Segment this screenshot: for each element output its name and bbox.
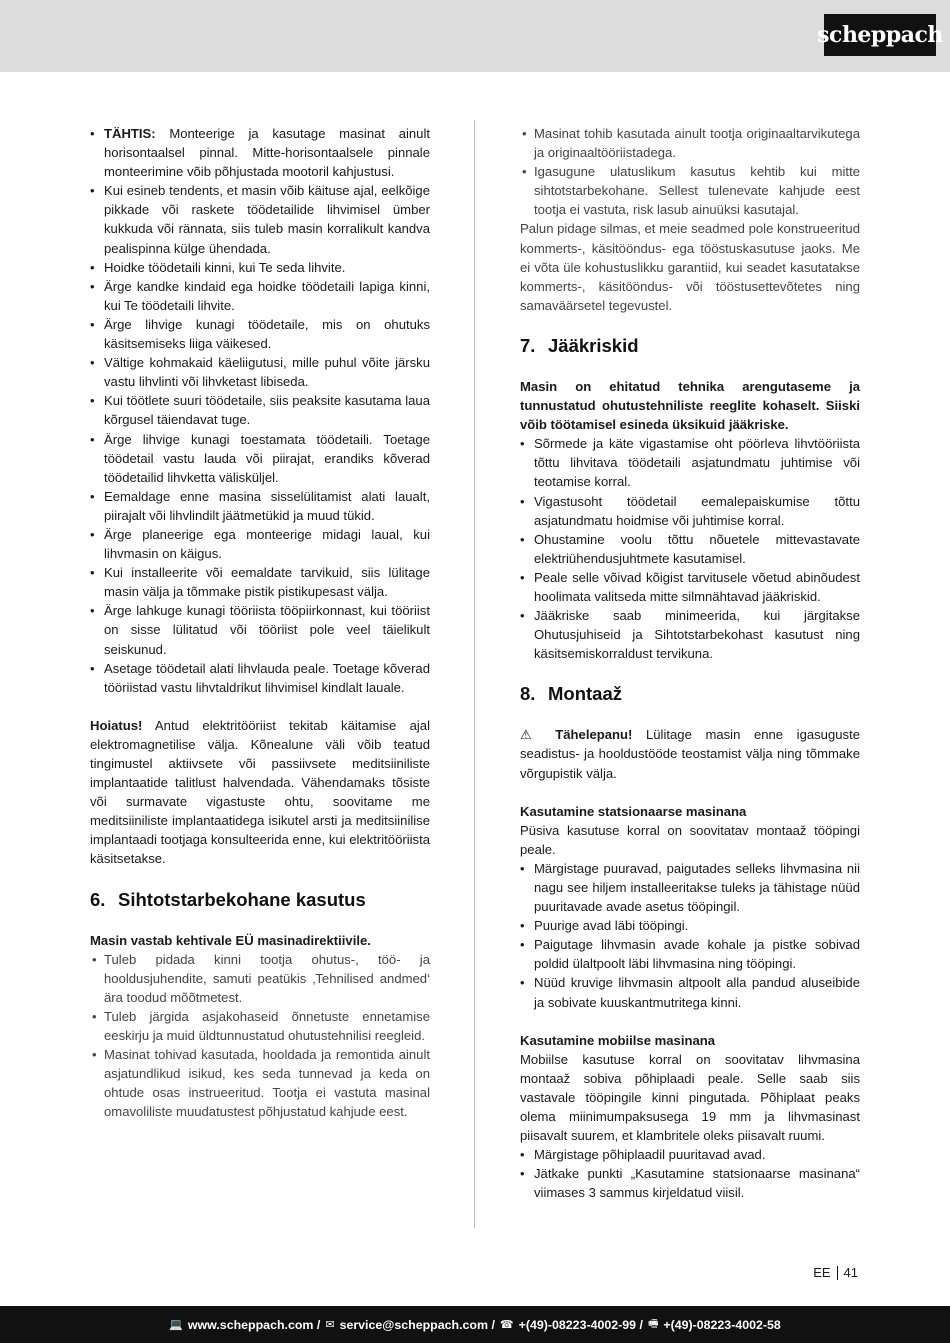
list-item: • Peale selle võivad kõigist tarvitusele võetud abinõudest hoolimata valitseda mitte silmnähtavad jääkriskid.	[520, 568, 860, 606]
list-item: • Vigastusoht töödetail eemalepaiskumise tõttu asjatundmatu hoidmise või juhtimise korral.	[520, 492, 860, 530]
list-item: • Ohustamine voolu tõttu nõuetele mittevastavate elektriühendusjuhtmete kasutamisel.	[520, 530, 860, 568]
list-item: • Sõrmede ja käte vigastamise oht pöörleva lihvtööriista tõttu lihvitava töödetaili asjatundmatu juhtimise või teotamise korral.	[520, 434, 860, 491]
list-item: • Masinat tohivad kasutada, hooldada ja remontida ainult asjatundlikud isikud, kes seda tunnevad ja keda on ohtude osas instrueeritud. Tootja ei vastuta masinal omavoliliste muudatustest põhjustatud kahjude eest.	[90, 1045, 430, 1121]
list-item: • Kui installeerite või eemaldate tarvikuid, siis lülitage masin välja ja tõmmake pistik pistikupesast välja.	[90, 563, 430, 601]
list-item: • TÄHTIS: Monteerige ja kasutage masinat ainult horisontaalsel pinnal. Mitte-horisontaalsele pinnale monteerimine võib põhjustada mootoril kahjustusi.	[90, 124, 430, 181]
list-item: • Tuleb pidada kinni tootja ohutus-, töö- ja hooldusjuhendite, samuti peatükis ‚Tehnilised andmed‘ ära toodud mõõtmetest.	[90, 950, 430, 1007]
list-item: • Puurige avad läbi tööpingi.	[520, 916, 860, 935]
page-number-divider	[837, 1266, 838, 1280]
footer-website[interactable]: www.scheppach.com /	[187, 1317, 321, 1332]
section-heading-7: 7. Jääkriskid	[520, 334, 639, 356]
section-6-subheading: Masin vastab kehtivale EÜ masinadirektiivile.	[90, 932, 371, 948]
right-column	[520, 124, 860, 1203]
computer-icon: 💻	[169, 1319, 183, 1331]
list-item: • Masinat tohib kasutada ainult tootja originaaltarvikutega ja originaaltööriistadega.	[520, 124, 860, 162]
list-item: • Jätkake punkti „Kasutamine statsionaarse masinana“ viimases 3 sammus kirjeldatud viisil.	[520, 1164, 860, 1202]
fax-icon: 🖷	[647, 1318, 659, 1330]
stationary-heading: Kasutamine statsionaarse masinana	[520, 803, 747, 819]
stationary-bullet-list	[520, 859, 860, 1012]
page-language: EE	[813, 1265, 831, 1280]
list-item: • Ärge lihvige kunagi töödetaile, mis on ohutuks käsitsemiseks liiga väikesed.	[90, 315, 430, 353]
list-item: • Ärge lihvige kunagi toestamata töödetaili. Toetage töödetail vastu lauda või piirajat, erandiks kõverad töödetailid lihvketta välisküljel.	[90, 430, 430, 487]
attention-paragraph: ⚠ Tähelepanu! Lülitage masin enne igasuguste seadistus- ja hooldustööde teostamist välja ning tõmmake võrgupistik välja.	[520, 727, 860, 781]
list-item: • Ärge kandke kindaid ega hoidke töödetaili lapiga kinni, kui Te töödetaili lihvite.	[90, 277, 430, 315]
list-item: • Kui esineb tendents, et masin võib käituse ajal, eelkõige pikkade või raskete töödetailide lihvimisel ümber kukkuda või rännata, siis tuleb masin korralikult kandva pealispinna külge ühendada.	[90, 181, 430, 257]
list-item: • Märgistage põhiplaadil puuritavad avad.	[520, 1145, 860, 1164]
residual-risk-intro: Masin on ehitatud tehnika arengutaseme ja tunnustatud ohutustehniliste reeglite kohaselt. Siiski võib töötamisel esineda üksikuid jääkriske.	[520, 378, 860, 433]
list-item: • Asetage töödetail alati lihvlauda peale. Toetage kõverad tööriistad vastu lihvtaldrikut lihvimisel kindlalt lauale.	[90, 659, 430, 697]
footer-phone: +(49)-08223-4002-99 /	[518, 1317, 643, 1332]
intended-use-bullet-list	[90, 950, 430, 1122]
mobile-text: Mobiilse kasutuse korral on soovitatav lihvmasina montaaž sobiva põhiplaadi peale. Selle saab siis vastavale tööpingile kinni pingutada. Põhiplaat peaks olema miinimumpaksusega 19 mm ja lihvmasinast piisavalt suurem, et klambritele oleks piisavalt ruumi.	[520, 1051, 860, 1144]
footer-contact-bar	[0, 1306, 950, 1343]
list-item: • Kui töötlete suuri töödetaile, siis peaksite kasutama laua kõrgusel täiendavat tuge.	[90, 391, 430, 429]
list-item: • Hoidke töödetaili kinni, kui Te seda lihvite.	[90, 258, 430, 277]
list-item: • Paigutage lihvmasin avade kohale ja pistke sobivad poldid ülaltpoolt läbi lihvmasina ning tööpingi.	[520, 935, 860, 973]
list-item: • Nüüd kruvige lihvmasin altpoolt alla pandud aluseibide ja sobivate kuuskantmutritega kinni.	[520, 973, 860, 1011]
header-band	[0, 0, 950, 72]
scheppach-logo	[817, 14, 943, 56]
list-item: • Igasugune ulatuslikum kasutus kehtib kui mitte sihtotstarbekohane. Sellest tulenevate kahjude eest tootja ei vastuta, risk lasub ainuüksi kasutajal.	[520, 162, 860, 219]
column-divider	[474, 120, 475, 1228]
list-item: • Märgistage puuravad, paigutades selleks lihvmasina nii nagu see hiljem installeeritakse tuleks ja tähistage nüüd puuritavade avade asetus tööpingil.	[520, 859, 860, 916]
emf-warning-paragraph: Hoiatus! Antud elektritööriist tekitab käitamise ajal elektromagnetilise välja. Kõnealune väli võib teatud tingimustel aktiivsete või passiivsete meditsiiniliste implantaatide talitlust halvendada. Vähendamaks tõsiste või surmavate vigastuste ohtu, soovitame me meditsiiniliste implantaatidega isikutel arsti ja meditsiinilise implantaadi tootjaga konsulteerida enne, kui elektritööriista käsitsetakse.	[90, 717, 430, 867]
footer-fax: +(49)-08223-4002-58	[663, 1317, 781, 1332]
usage-bullet-list	[520, 124, 860, 219]
phone-icon: ☎	[499, 1319, 514, 1331]
page-number	[813, 1265, 858, 1280]
section-heading-6: 6. Sihtotstarbekohane kasutus	[90, 888, 366, 910]
mobile-heading: Kasutamine mobiilse masinana	[520, 1032, 716, 1048]
logo-text: scheppach	[817, 22, 943, 48]
list-item: • Eemaldage enne masina sisselülitamist alati laualt, piirajalt või lihvlindilt jäätmetükid ja muud tükid.	[90, 487, 430, 525]
list-item: • Ärge planeerige ega monteerige midagi laual, kui lihvmasin on käigus.	[90, 525, 430, 563]
commercial-use-note: Palun pidage silmas, et meie seadmed pole konstrueeritud kommerts-, käsitööndus- ega tööstuskasutuse jaoks. Me ei võta üle kohustuslikku garantiid, kui seadet kasutatakse kommerts-, käsitööndus- või tööstusettevõtetes ning samaväärsetel tegevustel.	[520, 221, 860, 313]
mobile-bullet-list	[520, 1145, 860, 1202]
list-item: • Tuleb järgida asjakohaseid õnnetuste ennetamise eeskirju ja muid üldtunnustatud ohutustehnilisi reegleid.	[90, 1007, 430, 1045]
stationary-text: Püsiva kasutuse korral on soovitatav montaaž tööpingi peale.	[520, 822, 860, 857]
list-item: • Vältige kohmakaid käeliigutusi, mille puhul võite järsku vastu lihvlinti või lihvketast libiseda.	[90, 353, 430, 391]
list-item: • Ärge lahkuge kunagi tööriista tööpiirkonnast, kui tööriist on sisse lülitatud või tööriist pole veel täielikult seiskunud.	[90, 601, 430, 658]
list-item: • Jääkriske saab minimeerida, kui järgitakse Ohutusjuhiseid ja Sihtotstarbekohast kasutust ning käsitsemiskorraldust tervikuna.	[520, 606, 860, 663]
page-number-value: 41	[843, 1265, 858, 1280]
left-column	[90, 124, 430, 1122]
warning-triangle-icon: ⚠	[520, 727, 542, 743]
section-heading-8: 8. Montaaž	[520, 683, 622, 705]
mail-icon: ✉	[325, 1319, 335, 1331]
footer-email[interactable]: service@scheppach.com /	[339, 1317, 495, 1332]
safety-bullet-list	[90, 124, 430, 697]
residual-risk-bullet-list	[520, 434, 860, 663]
